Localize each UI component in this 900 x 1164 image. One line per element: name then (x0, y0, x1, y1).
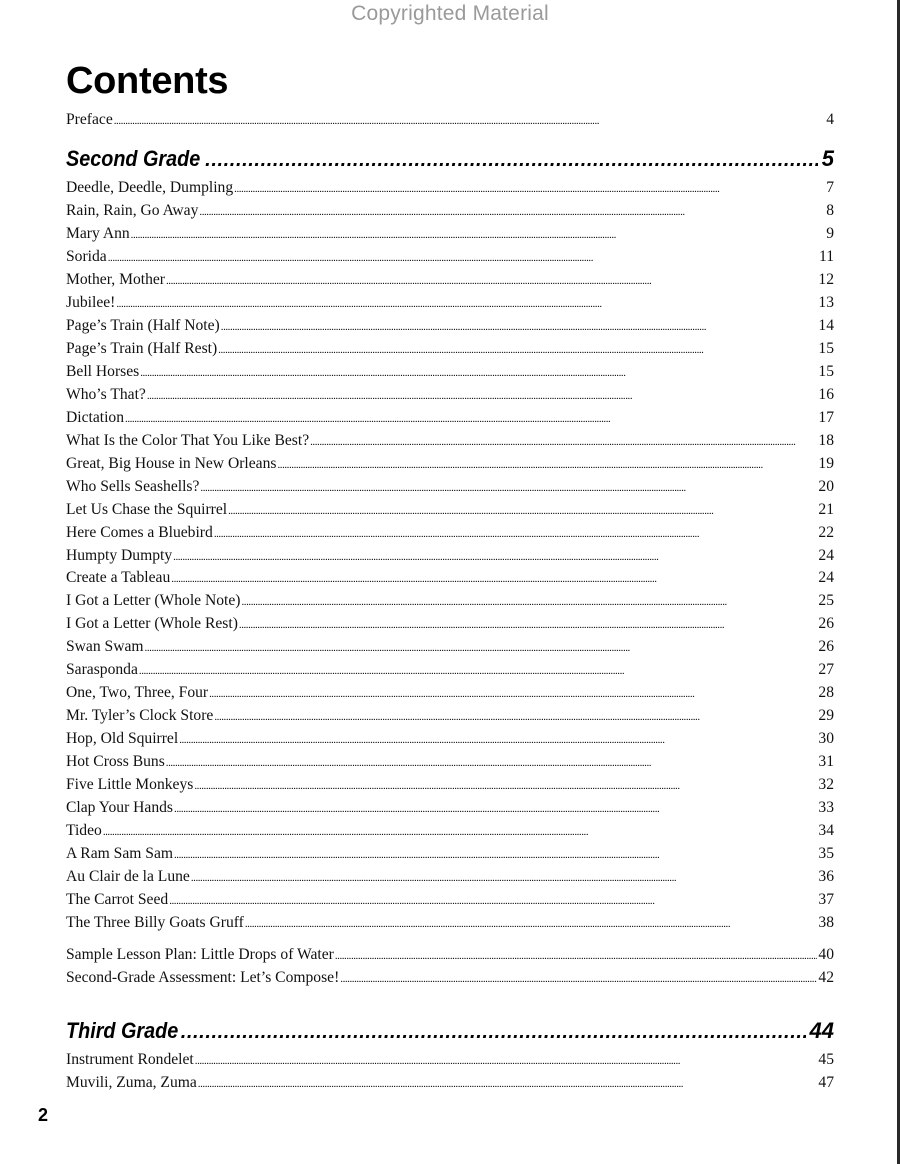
toc-entry[interactable] (66, 454, 834, 474)
toc-entry-label: Muvili, Zuma, Zuma (66, 1074, 197, 1091)
toc-page-number: 13 (818, 293, 834, 311)
toc-entry-label: Hot Cross Buns (66, 753, 165, 771)
toc-entry-label: Sample Lesson Plan: Little Drops of Water (66, 946, 334, 963)
section-heading-second-grade[interactable] (66, 144, 834, 174)
toc-entry-label: Rain, Rain, Go Away (66, 201, 199, 219)
dot-leader (310, 432, 817, 452)
toc-entry-label: I Got a Letter (Whole Note) (66, 592, 241, 610)
dot-leader (174, 845, 817, 865)
dot-leader (228, 501, 817, 521)
toc-entry-label: Hop, Old Squirrel (66, 730, 179, 748)
dot-leader (245, 914, 818, 934)
toc-entry-label: Who’s That? (66, 385, 146, 403)
toc-entry-label: Sarasponda (66, 661, 138, 679)
toc-entry[interactable] (66, 752, 834, 772)
toc-entry[interactable] (66, 523, 834, 543)
toc-entry-label: Preface (66, 111, 113, 128)
toc-page-number: 12 (818, 270, 834, 288)
toc-entry-preface[interactable] (66, 110, 834, 130)
toc-entry-label: What Is the Color That You Like Best? (66, 431, 310, 449)
toc-entry-label: Great, Big House in New Orleans (66, 454, 277, 472)
toc-entry[interactable] (66, 500, 834, 520)
toc-entry[interactable] (66, 1050, 834, 1070)
toc-entry[interactable] (66, 431, 834, 451)
toc-page-number: 22 (818, 523, 834, 541)
toc-entry[interactable] (66, 178, 834, 198)
toc-entry[interactable] (66, 945, 834, 965)
toc-page-number: 45 (818, 1051, 834, 1068)
toc-entry[interactable] (66, 683, 834, 703)
toc-page-number: 40 (818, 946, 834, 963)
toc-page-number: 30 (818, 730, 834, 748)
section-heading-third-grade[interactable] (66, 1016, 834, 1046)
toc-page-number: 32 (818, 776, 834, 794)
toc-entry[interactable] (66, 201, 834, 221)
toc-entry[interactable] (66, 293, 834, 313)
dot-leader (125, 409, 817, 429)
toc-page-number: 42 (818, 969, 834, 986)
toc-entry-label: Page’s Train (Half Note) (66, 316, 220, 334)
toc-page-number: 7 (826, 179, 834, 196)
dot-leader (114, 111, 825, 131)
toc-entry[interactable] (66, 890, 834, 910)
dot-leader (200, 478, 817, 498)
dot-leader (173, 547, 817, 567)
toc-entry[interactable] (66, 247, 834, 267)
toc-entry-label: Clap Your Hands (66, 799, 174, 817)
toc-page-number: 27 (818, 661, 834, 679)
toc-entry-label: Second-Grade Assessment: Let’s Compose! (66, 969, 340, 986)
dot-leader (199, 202, 825, 222)
toc-entry-label: Here Comes a Bluebird (66, 523, 213, 541)
toc-entry-label: Page’s Train (Half Rest) (66, 339, 218, 357)
toc-entry[interactable] (66, 614, 834, 634)
dot-leader (198, 1074, 818, 1094)
toc-page-number: 36 (818, 868, 834, 886)
dot-leader (169, 891, 817, 911)
toc-entry-label: Mary Ann (66, 224, 130, 242)
toc-page-number: 33 (818, 799, 834, 817)
toc-entry-label: Tideo (66, 822, 102, 840)
dot-leader (166, 271, 817, 291)
dot-leader (139, 661, 818, 681)
page-title: Contents (66, 60, 229, 102)
dot-leader (214, 524, 818, 544)
dot-leader (140, 363, 817, 383)
toc-page-number: 17 (818, 408, 834, 426)
toc-entry[interactable] (66, 568, 834, 588)
dot-leader (335, 946, 818, 966)
toc-page-number: 47 (818, 1074, 834, 1091)
dot-leader (191, 868, 818, 888)
toc-entry-label: A Ram Sam Sam (66, 845, 173, 863)
toc-page-number: 9 (826, 224, 834, 242)
toc-entry[interactable] (66, 591, 834, 611)
toc-entry-label: Who Sells Seashells? (66, 477, 200, 495)
dot-leader (221, 317, 818, 337)
toc-entry[interactable] (66, 546, 834, 566)
toc-page-number: 24 (818, 569, 834, 587)
dot-leader (194, 776, 817, 796)
toc-entry-label: The Carrot Seed (66, 891, 169, 909)
toc-entry[interactable] (66, 821, 834, 841)
toc-entry[interactable] (66, 339, 834, 359)
toc-entry[interactable] (66, 362, 834, 382)
toc-entry[interactable] (66, 867, 834, 887)
toc-entry-label: The Three Billy Goats Gruff (66, 914, 244, 932)
toc-entry[interactable] (66, 660, 834, 680)
dot-leader (174, 799, 817, 819)
toc-entry-label: Bell Horses (66, 362, 140, 380)
toc-page-number: 11 (818, 247, 834, 265)
toc-entry[interactable] (66, 385, 834, 405)
dot-leader (209, 684, 817, 704)
dot-leader (147, 386, 818, 406)
toc-entry-label: Instrument Rondelet (66, 1051, 194, 1068)
toc-entry-label: Au Clair de la Lune (66, 868, 190, 886)
toc-page-number: 24 (818, 546, 834, 564)
toc-page-number: 15 (818, 339, 834, 357)
toc-entry[interactable] (66, 408, 834, 428)
dot-leader (195, 1051, 818, 1071)
section-page-number: 5 (821, 146, 834, 171)
copyright-watermark: Copyrighted Material (351, 2, 549, 25)
toc-entry[interactable] (66, 270, 834, 290)
toc-entry-label: Humpty Dumpty (66, 546, 173, 564)
dot-leader (166, 753, 818, 773)
dot-leader (179, 730, 817, 750)
toc-page-number: 19 (818, 454, 834, 472)
toc-entry[interactable] (66, 968, 834, 988)
dot-leader (116, 294, 817, 314)
toc-page-number: 8 (826, 201, 834, 219)
toc-entry[interactable] (66, 913, 834, 933)
dot-leader (108, 248, 818, 268)
dot-leader (214, 707, 817, 727)
dot-leader (181, 1017, 806, 1047)
dot-leader (234, 179, 825, 199)
toc-entry-label: Sorida (66, 247, 107, 265)
toc-entry[interactable] (66, 224, 834, 244)
toc-entry[interactable] (66, 316, 834, 336)
toc-entry-label: Mr. Tyler’s Clock Store (66, 707, 214, 725)
dot-leader (340, 969, 817, 989)
toc-entry-label: Five Little Monkeys (66, 776, 194, 794)
toc-entry-label: Deedle, Deedle, Dumpling (66, 179, 234, 196)
toc-page-number: 21 (818, 500, 834, 518)
dot-leader (242, 592, 818, 612)
toc-page-number: 26 (818, 638, 834, 656)
toc-entry[interactable] (66, 729, 834, 749)
dot-leader (131, 225, 826, 245)
folio-page-number: 2 (38, 1105, 49, 1125)
dot-leader (171, 569, 817, 589)
toc-entry-label: One, Two, Three, Four (66, 684, 209, 702)
toc-entry[interactable] (66, 706, 834, 726)
toc-page-number: 14 (818, 316, 834, 334)
toc-entry-label: Swan Swam (66, 638, 144, 656)
toc-entry[interactable] (66, 637, 834, 657)
toc-entry-label: Dictation (66, 408, 125, 426)
dot-leader (103, 822, 818, 842)
toc-entry-label: Create a Tableau (66, 569, 171, 587)
toc-entry[interactable] (66, 1073, 834, 1093)
toc-page-number: 15 (818, 362, 834, 380)
toc-page-number: 29 (818, 707, 834, 725)
toc-page-number: 37 (818, 891, 834, 909)
toc-page-number: 26 (818, 615, 834, 633)
section-heading-label: Second Grade (66, 146, 201, 171)
toc-page-number: 25 (818, 592, 834, 610)
dot-leader (239, 615, 818, 635)
dot-leader (218, 340, 817, 360)
toc-entry-label: Jubilee! (66, 293, 116, 311)
dot-leader (205, 145, 818, 175)
toc-page-number: 4 (826, 111, 834, 128)
toc-page-number: 20 (818, 477, 834, 495)
toc-entry-label: Mother, Mother (66, 270, 165, 288)
toc-page-number: 31 (818, 753, 834, 771)
section-page-number: 44 (809, 1018, 834, 1043)
toc-page-number: 38 (818, 914, 834, 932)
dot-leader (277, 455, 817, 475)
toc-page-number: 16 (818, 385, 834, 403)
toc-entry[interactable] (66, 477, 834, 497)
section-heading-label: Third Grade (66, 1018, 179, 1043)
toc-entry-label: Let Us Chase the Squirrel (66, 500, 228, 518)
toc-page-number: 28 (818, 684, 834, 702)
toc-entry[interactable] (66, 844, 834, 864)
toc-page-number: 18 (818, 431, 834, 449)
toc-entry[interactable] (66, 798, 834, 818)
dot-leader (145, 638, 818, 658)
toc-entry-label: I Got a Letter (Whole Rest) (66, 615, 238, 633)
toc-page-number: 35 (818, 845, 834, 863)
toc-page-number: 34 (818, 822, 834, 840)
toc-entry[interactable] (66, 775, 834, 795)
